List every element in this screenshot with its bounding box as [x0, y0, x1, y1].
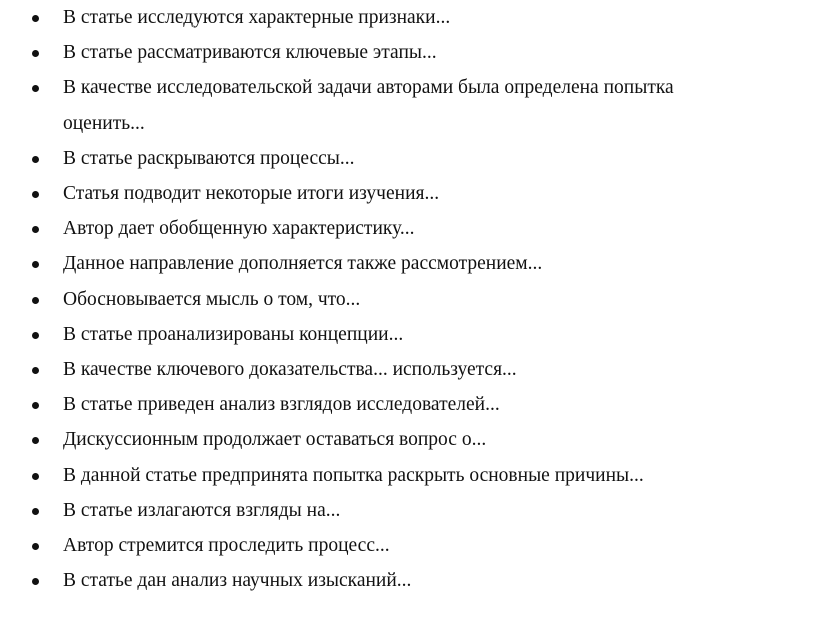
list-item [0, 211, 816, 246]
list-item-text: В статье исследуются характерные признаки... [63, 7, 451, 28]
list-item-text: Обосновывается мысль о том, что... [63, 288, 361, 310]
list-item-text: В данной статье предпринята попытка раскрыть основные причины... [63, 464, 644, 486]
list-item-text: Автор дает обобщенную характеристику... [63, 218, 415, 240]
bullet-icon [32, 156, 39, 163]
bullet-icon [32, 578, 39, 585]
bullet-icon [32, 437, 39, 444]
bullet-icon [32, 473, 39, 480]
bullet-icon [32, 50, 39, 57]
list-item-text: В качестве исследовательской задачи авторами была определена попытка оценить... [63, 77, 674, 134]
list-item [0, 352, 816, 387]
list-item [0, 458, 816, 493]
list-item [0, 528, 816, 563]
list-item-text: В статье рассматриваются ключевые этапы... [63, 42, 437, 64]
list-item [0, 35, 816, 70]
list-item [0, 317, 816, 352]
list-item [0, 387, 816, 422]
list-item [0, 176, 816, 211]
bullet-icon [32, 332, 39, 339]
bullet-icon [32, 15, 39, 22]
list-item-text: В статье проанализированы концепции... [63, 323, 404, 345]
bullet-icon [32, 508, 39, 515]
list-item-text: В качестве ключевого доказательства... используется... [63, 359, 517, 381]
bullet-icon [32, 85, 39, 92]
list-item-text: В статье дан анализ научных изысканий... [63, 570, 412, 592]
list-item-text: В статье излагаются взгляды на... [63, 499, 341, 521]
list-item [0, 70, 763, 140]
bullet-icon [32, 367, 39, 374]
list-item [0, 422, 816, 457]
list-item-text: Автор стремится проследить процесс... [63, 535, 390, 557]
bullet-icon [32, 402, 39, 409]
list-item [0, 563, 816, 598]
bullet-icon [32, 261, 39, 268]
list-item [0, 141, 816, 176]
list-item-text: Данное направление дополняется также рассмотрением... [63, 253, 543, 275]
list-item-text: В статье приведен анализ взглядов исследователей... [63, 394, 500, 416]
list-item [0, 493, 816, 528]
bullet-icon [32, 543, 39, 550]
list-item-text: Дискуссионным продолжает оставаться вопрос о... [63, 429, 487, 451]
list-item-text: Статья подводит некоторые итоги изучения... [63, 183, 440, 205]
bullet-icon [32, 226, 39, 233]
list-item [0, 282, 816, 317]
list-item [0, 0, 816, 35]
list-item-text: В статье раскрываются процессы... [63, 147, 355, 169]
list-item [0, 246, 816, 281]
bullet-icon [32, 297, 39, 304]
bullet-icon [32, 191, 39, 198]
